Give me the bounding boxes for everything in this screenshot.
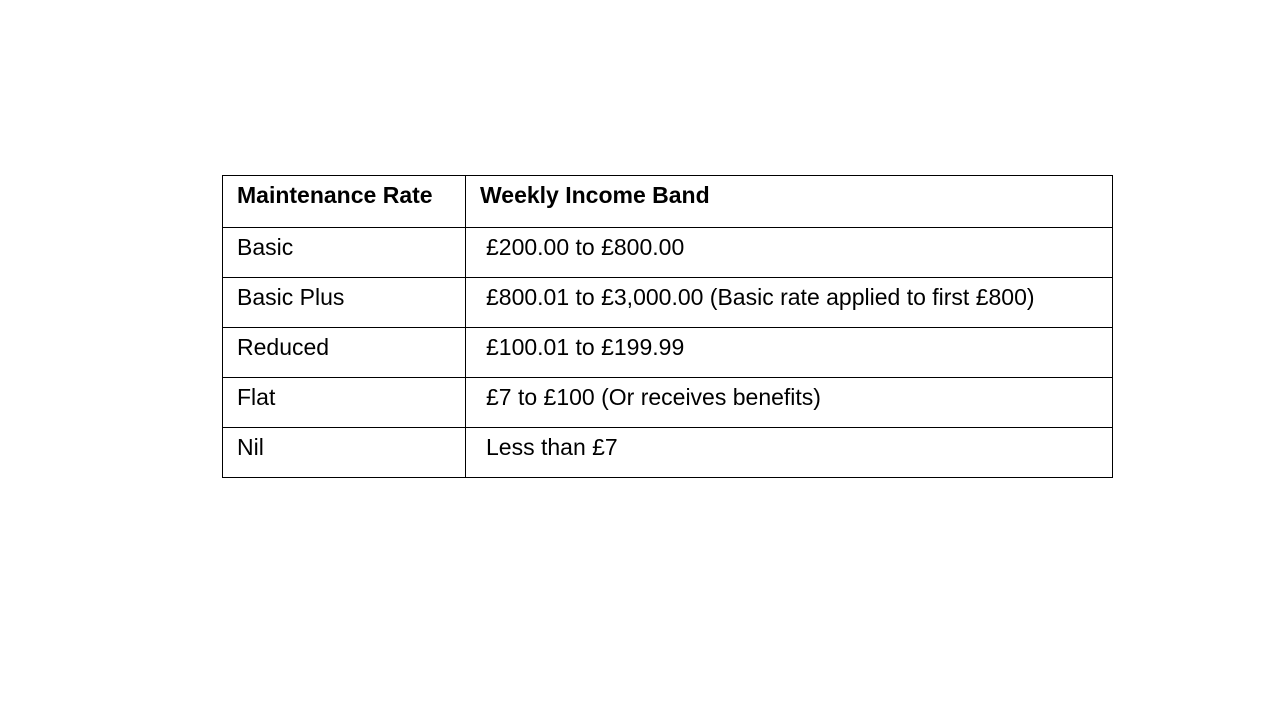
header-weekly-income-band: Weekly Income Band xyxy=(466,176,1113,228)
rate-cell: Reduced xyxy=(223,328,466,378)
income-band-cell: £100.01 to £199.99 xyxy=(466,328,1113,378)
income-band-cell: £800.01 to £3,000.00 (Basic rate applied to first £800) xyxy=(466,278,1113,328)
rate-cell: Nil xyxy=(223,428,466,478)
header-maintenance-rate: Maintenance Rate xyxy=(223,176,466,228)
table-row xyxy=(223,328,1113,378)
rate-cell: Basic Plus xyxy=(223,278,466,328)
income-band-cell: Less than £7 xyxy=(466,428,1113,478)
maintenance-rate-table xyxy=(222,175,1113,478)
table-header-row xyxy=(223,176,1113,228)
table-row xyxy=(223,428,1113,478)
rate-cell: Basic xyxy=(223,228,466,278)
table-row xyxy=(223,228,1113,278)
table-row xyxy=(223,378,1113,428)
table-row xyxy=(223,278,1113,328)
income-band-cell: £200.00 to £800.00 xyxy=(466,228,1113,278)
income-band-cell: £7 to £100 (Or receives benefits) xyxy=(466,378,1113,428)
rate-cell: Flat xyxy=(223,378,466,428)
